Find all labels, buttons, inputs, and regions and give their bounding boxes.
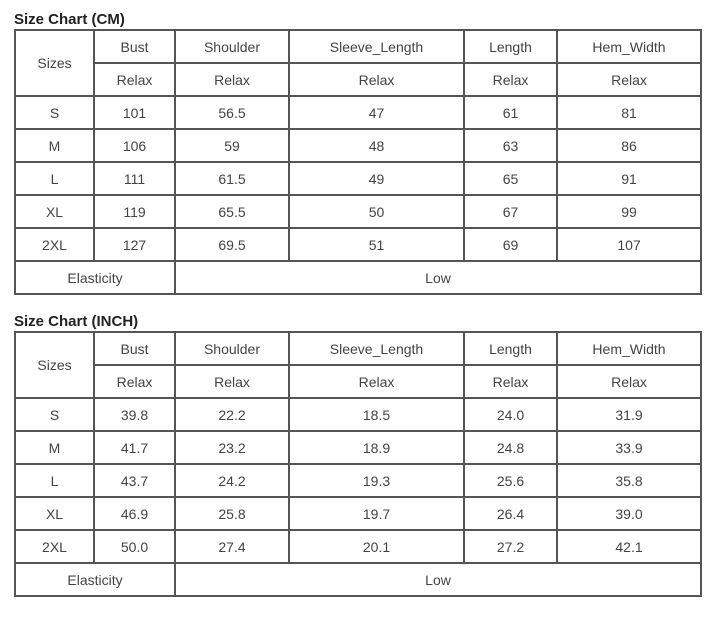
value-cell: 106: [94, 129, 175, 162]
fit-cell: Relax: [464, 365, 557, 398]
size-cell: S: [15, 398, 94, 431]
value-cell: 86: [557, 129, 701, 162]
value-cell: 42.1: [557, 530, 701, 563]
value-cell: 27.4: [175, 530, 289, 563]
column-header-shoulder: Shoulder: [175, 332, 289, 365]
value-cell: 61.5: [175, 162, 289, 195]
value-cell: 41.7: [94, 431, 175, 464]
size-chart-cm-table: [14, 29, 702, 295]
column-header-shoulder: Shoulder: [175, 30, 289, 63]
table-row: [15, 497, 701, 530]
size-chart-cm-title: Size Chart (CM): [14, 11, 125, 28]
fit-row: [15, 63, 701, 96]
value-cell: 22.2: [175, 398, 289, 431]
value-cell: 111: [94, 162, 175, 195]
elasticity-row: [15, 563, 701, 596]
value-cell: 19.3: [289, 464, 464, 497]
value-cell: 49: [289, 162, 464, 195]
value-cell: 50.0: [94, 530, 175, 563]
table-row: [15, 96, 701, 129]
table-row: [15, 228, 701, 261]
value-cell: 48: [289, 129, 464, 162]
size-cell: 2XL: [15, 228, 94, 261]
table-row: [15, 431, 701, 464]
fit-cell: Relax: [557, 365, 701, 398]
value-cell: 24.8: [464, 431, 557, 464]
value-cell: 51: [289, 228, 464, 261]
value-cell: 26.4: [464, 497, 557, 530]
column-header-sleeve-length: Sleeve_Length: [289, 30, 464, 63]
elasticity-label: Elasticity: [15, 563, 175, 596]
value-cell: 50: [289, 195, 464, 228]
value-cell: 20.1: [289, 530, 464, 563]
fit-cell: Relax: [175, 365, 289, 398]
size-chart-inch-title: Size Chart (INCH): [14, 313, 139, 330]
value-cell: 65: [464, 162, 557, 195]
table-row: [15, 398, 701, 431]
value-cell: 107: [557, 228, 701, 261]
value-cell: 61: [464, 96, 557, 129]
value-cell: 24.0: [464, 398, 557, 431]
value-cell: 25.6: [464, 464, 557, 497]
value-cell: 31.9: [557, 398, 701, 431]
value-cell: 69: [464, 228, 557, 261]
elasticity-value: Low: [175, 261, 701, 294]
table-row: [15, 162, 701, 195]
value-cell: 18.5: [289, 398, 464, 431]
value-cell: 65.5: [175, 195, 289, 228]
header-row: [15, 332, 701, 365]
header-row: [15, 30, 701, 63]
value-cell: 27.2: [464, 530, 557, 563]
size-cell: XL: [15, 497, 94, 530]
value-cell: 35.8: [557, 464, 701, 497]
table-row: [15, 129, 701, 162]
fit-cell: Relax: [289, 63, 464, 96]
size-chart-inch-table: [14, 331, 702, 597]
value-cell: 56.5: [175, 96, 289, 129]
value-cell: 39.0: [557, 497, 701, 530]
value-cell: 67: [464, 195, 557, 228]
value-cell: 47: [289, 96, 464, 129]
fit-cell: Relax: [464, 63, 557, 96]
size-cell: M: [15, 431, 94, 464]
sizes-header: Sizes: [15, 332, 94, 398]
value-cell: 81: [557, 96, 701, 129]
value-cell: 33.9: [557, 431, 701, 464]
value-cell: 91: [557, 162, 701, 195]
column-header-length: Length: [464, 332, 557, 365]
fit-cell: Relax: [175, 63, 289, 96]
value-cell: 39.8: [94, 398, 175, 431]
sizes-header: Sizes: [15, 30, 94, 96]
value-cell: 18.9: [289, 431, 464, 464]
value-cell: 24.2: [175, 464, 289, 497]
value-cell: 127: [94, 228, 175, 261]
fit-cell: Relax: [289, 365, 464, 398]
size-cell: L: [15, 464, 94, 497]
column-header-hem-width: Hem_Width: [557, 332, 701, 365]
value-cell: 69.5: [175, 228, 289, 261]
value-cell: 101: [94, 96, 175, 129]
elasticity-value: Low: [175, 563, 701, 596]
size-cell: 2XL: [15, 530, 94, 563]
elasticity-row: [15, 261, 701, 294]
value-cell: 99: [557, 195, 701, 228]
column-header-length: Length: [464, 30, 557, 63]
value-cell: 43.7: [94, 464, 175, 497]
column-header-bust: Bust: [94, 30, 175, 63]
value-cell: 46.9: [94, 497, 175, 530]
value-cell: 63: [464, 129, 557, 162]
size-cell: M: [15, 129, 94, 162]
size-cell: XL: [15, 195, 94, 228]
column-header-sleeve-length: Sleeve_Length: [289, 332, 464, 365]
elasticity-label: Elasticity: [15, 261, 175, 294]
fit-cell: Relax: [557, 63, 701, 96]
size-cell: S: [15, 96, 94, 129]
fit-cell: Relax: [94, 63, 175, 96]
value-cell: 119: [94, 195, 175, 228]
value-cell: 59: [175, 129, 289, 162]
column-header-bust: Bust: [94, 332, 175, 365]
fit-row: [15, 365, 701, 398]
column-header-hem-width: Hem_Width: [557, 30, 701, 63]
value-cell: 25.8: [175, 497, 289, 530]
table-row: [15, 195, 701, 228]
size-cell: L: [15, 162, 94, 195]
value-cell: 19.7: [289, 497, 464, 530]
fit-cell: Relax: [94, 365, 175, 398]
value-cell: 23.2: [175, 431, 289, 464]
table-row: [15, 530, 701, 563]
table-row: [15, 464, 701, 497]
